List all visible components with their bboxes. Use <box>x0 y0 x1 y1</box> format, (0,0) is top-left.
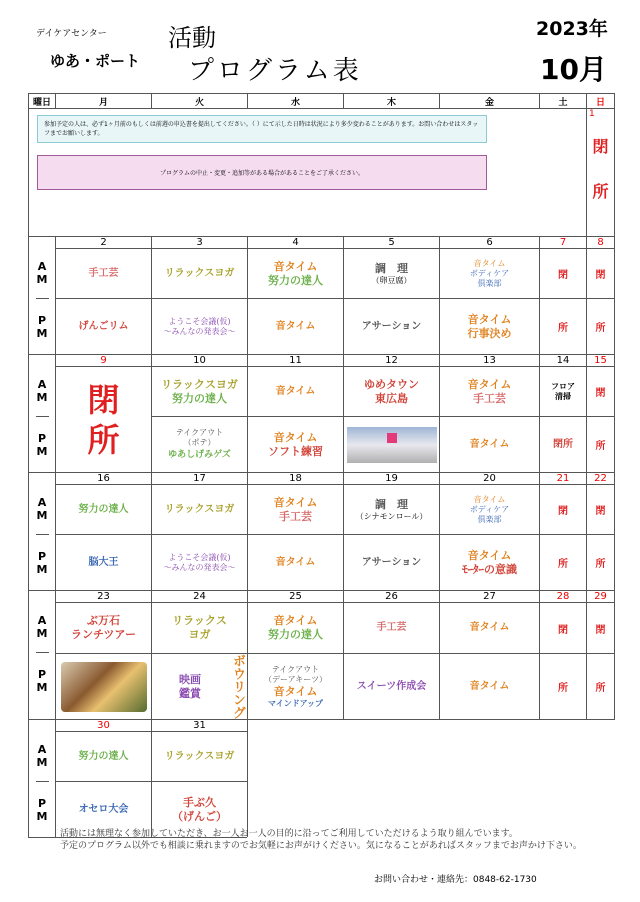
day-number: 4 <box>248 237 344 249</box>
event-cell: アサーション <box>344 299 440 355</box>
event-label: 努力の達人 <box>268 628 323 641</box>
day-number: 19 <box>344 473 440 485</box>
footer-note <box>60 828 620 852</box>
date-row <box>29 355 615 367</box>
day-number: 27 <box>440 591 540 603</box>
bowling-label: ボウリング <box>230 654 245 719</box>
am-row <box>29 367 615 417</box>
event-label: 映画 <box>179 672 201 686</box>
center-name: ゆあ・ポート <box>50 52 141 70</box>
day-number: 20 <box>440 473 540 485</box>
day-number: 6 <box>440 237 540 249</box>
pm-label: PM <box>36 534 49 590</box>
event-label: 音タイム <box>467 312 512 326</box>
event-cell: 努力の達人 <box>56 732 152 782</box>
closed-mark: 所 <box>587 417 615 473</box>
event-label: ランチツアー <box>70 628 136 641</box>
closed-mark: 所 <box>540 299 587 355</box>
event-cell: 音タイム <box>440 417 540 473</box>
event-label: 調 理 <box>375 261 408 275</box>
event-cell: 手工芸 <box>344 603 440 654</box>
event-label: ボディケア <box>469 504 510 514</box>
event-label: 努力の達人 <box>172 391 227 405</box>
date-row <box>29 237 615 249</box>
event-cell <box>440 367 540 417</box>
day-number: 11 <box>248 355 344 367</box>
event-cell <box>152 299 248 355</box>
closed-mark: 所 <box>587 535 615 591</box>
pm-label: PM <box>36 416 49 472</box>
day-number: 5 <box>344 237 440 249</box>
event-label: 音タイム <box>467 548 512 562</box>
pm-row <box>29 654 615 720</box>
event-label: 倶楽部 <box>477 514 502 524</box>
event-cell <box>248 603 344 654</box>
shopping-mall-photo <box>347 427 437 463</box>
event-cell: スイーツ作成会 <box>344 654 440 720</box>
day-number: 22 <box>587 473 615 485</box>
event-label: 清掃 <box>555 391 571 401</box>
day-number: 21 <box>540 473 587 485</box>
event-note: （卵豆腐） <box>371 275 412 285</box>
event-label: ゆめタウン <box>364 377 419 391</box>
day-number: 14 <box>540 355 587 367</box>
event-cell <box>152 417 248 473</box>
ampm-cell <box>29 591 56 720</box>
event-label: 行事決め <box>467 326 512 340</box>
event-label: （げんご） <box>172 809 227 823</box>
pm-label: PM <box>36 652 49 708</box>
closed-mark: 閉 <box>587 603 615 654</box>
am-row <box>29 603 615 654</box>
day-number: 29 <box>587 591 615 603</box>
event-cell <box>440 249 540 299</box>
event-label: 音タイム <box>273 684 318 698</box>
event-cell: リラックスヨガ <box>152 249 248 299</box>
event-cell: アサーション <box>344 535 440 591</box>
ampm-cell <box>29 355 56 473</box>
event-note: ～みんなの発表会～ <box>163 562 236 572</box>
am-label: AM <box>35 743 49 769</box>
closed-mark: 閉 <box>587 485 615 535</box>
event-cell <box>248 249 344 299</box>
day-number: 15 <box>587 355 615 367</box>
event-cell <box>344 249 440 299</box>
day-number: 24 <box>152 591 248 603</box>
event-label: 音タイム <box>473 494 506 504</box>
am-row <box>29 249 615 299</box>
event-label: ようこそ会議(仮) <box>168 552 231 562</box>
footer-line: 予定のプログラム以外でも相談に乗れますのでお気軽にお声がけください。気になることがあればスタッフまでお声かけ下さい。 <box>60 841 582 851</box>
empty-area <box>248 720 615 838</box>
center-label: デイケアセンター <box>36 29 107 39</box>
date-row <box>29 591 615 603</box>
program-calendar <box>28 93 615 838</box>
event-cell <box>56 603 152 654</box>
event-label: 努力の達人 <box>268 273 323 287</box>
day-number: 16 <box>56 473 152 485</box>
event-label: 手工芸 <box>279 509 312 523</box>
event-label: ぶ万石 <box>87 614 120 627</box>
month-label: 10月 <box>540 53 607 86</box>
weekday-sat: 土 <box>540 94 587 109</box>
event-label: フロア <box>551 381 575 391</box>
event-label: ゆあしげみゲズ <box>168 449 231 460</box>
event-cell: 音タイム <box>248 535 344 591</box>
activity-heading: 活動 <box>168 24 216 52</box>
event-photo-cell <box>56 654 152 720</box>
event-cell <box>248 417 344 473</box>
event-note: （シナモンロール） <box>355 511 428 521</box>
day-number: 28 <box>540 591 587 603</box>
day-number: 8 <box>587 237 615 249</box>
closed-mark: 所 <box>540 654 587 720</box>
event-label: 音タイム <box>273 259 318 273</box>
day-number: 18 <box>248 473 344 485</box>
event-label: テイクアウト <box>271 664 320 674</box>
event-cell: 努力の達人 <box>56 485 152 535</box>
notice-box-pink: プログラムの中止・変更・追加等がある場合があることをご了承ください。 <box>37 155 487 190</box>
event-group <box>152 614 247 642</box>
event-cell <box>248 485 344 535</box>
am-label: AM <box>35 496 49 522</box>
event-cell: 音タイム <box>440 654 540 720</box>
ampm-cell <box>29 720 56 838</box>
closed-mark: 閉 <box>87 380 120 419</box>
am-label: AM <box>35 260 49 286</box>
event-cell <box>344 485 440 535</box>
event-label: 手ぶ久 <box>183 795 216 809</box>
date-row <box>29 473 615 485</box>
event-cell <box>440 535 540 591</box>
day-number: 31 <box>152 720 248 732</box>
weekday-wed: 水 <box>248 94 344 109</box>
day-cell-sunday <box>587 109 615 237</box>
closed-mark: 閉 <box>587 367 615 417</box>
event-label: リラックスヨガ <box>161 377 238 391</box>
closed-mark: 所 <box>87 420 120 459</box>
event-label: 倶楽部 <box>477 278 502 288</box>
weekday-fri: 金 <box>440 94 540 109</box>
event-cell: 閉所 <box>540 417 587 473</box>
event-cell: リラックスヨガ <box>152 485 248 535</box>
closed-mark: 所 <box>587 654 615 720</box>
event-label: 音タイム <box>273 495 318 509</box>
event-label: 音タイム <box>473 258 506 268</box>
closed-mark: 閉 <box>540 249 587 299</box>
event-label: ヨガ <box>188 628 211 641</box>
year-label: 2023年 <box>536 18 608 40</box>
day-number: 12 <box>344 355 440 367</box>
weekday-header-row <box>29 94 615 109</box>
event-label: ようこそ会議(仮) <box>168 316 231 326</box>
contact-info: お問い合わせ・連絡先：0848-62-1730 <box>374 875 537 885</box>
event-label: 調 理 <box>375 497 408 511</box>
day-number: 3 <box>152 237 248 249</box>
event-cell <box>344 367 440 417</box>
day-number: 30 <box>56 720 152 732</box>
am-label: AM <box>35 614 49 640</box>
closed-mark: 閉 <box>592 137 609 156</box>
closed-mark: 閉 <box>587 249 615 299</box>
event-note: （ポテ） <box>183 437 216 447</box>
event-cell <box>440 485 540 535</box>
closed-mark: 閉 <box>540 485 587 535</box>
day-number: 10 <box>152 355 248 367</box>
notice-box: 参加予定の人は、必ず1ヶ月前のもしくは前週の申込書を提出してください。（ ）にて示した日時は状況により多少変わることがあります。お問い合わせはスタッフまでお願いします。 <box>37 115 487 143</box>
event-cell-closed <box>56 367 152 473</box>
event-label: ソフト練習 <box>268 444 323 458</box>
pm-label: PM <box>36 298 49 354</box>
event-photo-cell <box>344 417 440 473</box>
event-label: 音タイム <box>273 430 318 444</box>
event-cell <box>152 535 248 591</box>
event-label: 手工芸 <box>473 391 506 405</box>
closed-mark: 閉 <box>540 603 587 654</box>
closed-mark: 所 <box>540 535 587 591</box>
event-label: マインドアップ <box>267 698 324 708</box>
day-number: 9 <box>56 355 152 367</box>
ampm-cell <box>29 473 56 591</box>
day-number: 25 <box>248 591 344 603</box>
am-label: AM <box>35 378 49 404</box>
pm-row <box>29 535 615 591</box>
weekday-sun: 日 <box>587 94 615 109</box>
event-cell <box>152 367 248 417</box>
day-number: 2 <box>56 237 152 249</box>
event-cell: 音タイム <box>248 299 344 355</box>
date-row <box>29 720 615 732</box>
weekday-thu: 木 <box>344 94 440 109</box>
weekday-tue: 火 <box>152 94 248 109</box>
event-cell: げんごリム <box>56 299 152 355</box>
event-cell: 音タイム <box>440 603 540 654</box>
event-cell <box>440 299 540 355</box>
event-cell <box>152 603 248 654</box>
event-label: ﾓｰﾀｰの意識 <box>462 562 517 576</box>
day-number: 17 <box>152 473 248 485</box>
event-label: リラックス <box>172 614 227 627</box>
event-label: 音タイム <box>467 377 512 391</box>
footer-line: 活動には無理なく参加していただき、お一人お一人の目的に沿ってご利用していただけるよう取り組んでいます。 <box>60 829 518 839</box>
event-cell <box>248 654 344 720</box>
day-number: 1 <box>589 109 595 119</box>
day-number: 26 <box>344 591 440 603</box>
event-note: ～みんなの発表会～ <box>163 326 236 336</box>
pm-row <box>29 299 615 355</box>
lunch-photo <box>61 662 147 712</box>
weekday-label: 曜日 <box>29 94 56 109</box>
ampm-cell <box>29 237 56 355</box>
event-cell: 音タイム <box>248 367 344 417</box>
day-number: 13 <box>440 355 540 367</box>
closed-mark: 所 <box>592 182 609 201</box>
event-label: テイクアウト <box>175 427 224 437</box>
event-label: 鑑賞 <box>179 686 201 700</box>
event-cell <box>152 654 248 720</box>
event-cell: オセロ大会 <box>56 782 152 838</box>
day-number: 23 <box>56 591 152 603</box>
closed-mark: 所 <box>587 299 615 355</box>
event-label: 東広島 <box>375 391 408 405</box>
weekday-mon: 月 <box>56 94 152 109</box>
week-row <box>29 109 615 237</box>
notice-cell <box>29 109 587 237</box>
event-note: （デーアキーツ） <box>264 674 327 684</box>
event-label: 音タイム <box>273 614 318 627</box>
pm-label: PM <box>36 781 49 837</box>
event-cell: リラックスヨガ <box>152 732 248 782</box>
page-title: プログラム表 <box>188 56 362 86</box>
event-label: ボディケア <box>469 268 510 278</box>
event-cell: 脳大王 <box>56 535 152 591</box>
am-row <box>29 485 615 535</box>
event-cell <box>540 367 587 417</box>
day-number: 7 <box>540 237 587 249</box>
event-cell: 手工芸 <box>56 249 152 299</box>
event-group <box>152 673 228 701</box>
